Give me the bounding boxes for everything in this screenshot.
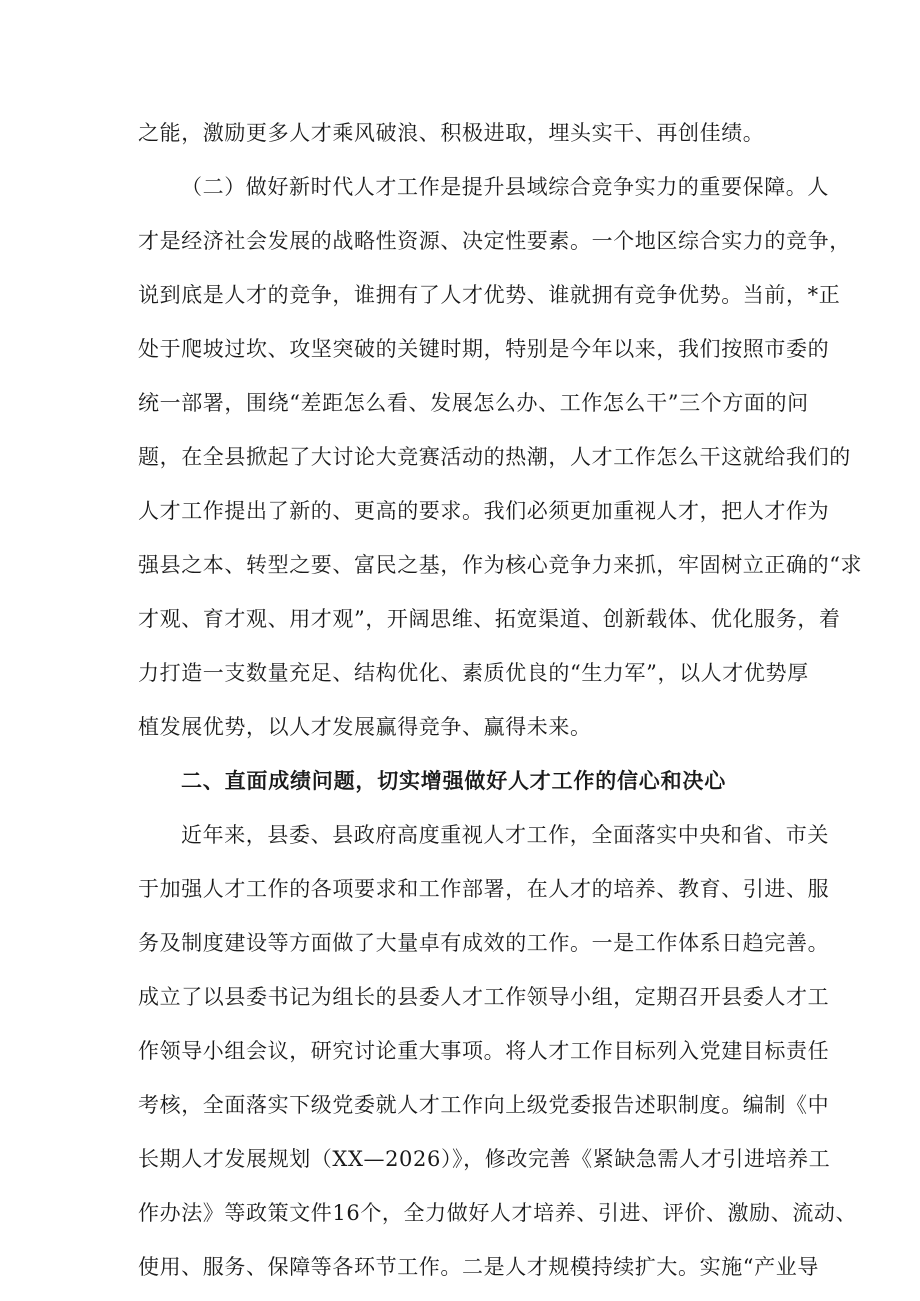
text-line: 务及制度建设等方面做了大量卓有成效的工作。一是工作体系日趋完善。 [138, 931, 830, 955]
text-line: 作办法》等政策文件16个，全力做好人才培养、引进、评价、激励、流动、 [138, 1201, 858, 1225]
text-line: 成立了以县委书记为组长的县委人才工作领导小组，定期召开县委人才工 [138, 985, 830, 1009]
text-line: 人才工作提出了新的、更高的要求。我们必须更加重视人才，把人才作为 [138, 499, 830, 523]
text-line: 作领导小组会议，研究讨论重大事项。将人才工作目标列入党建目标责任 [138, 1039, 830, 1063]
text-line: 才是经济社会发展的战略性资源、决定性要素。一个地区综合实力的竞争， [138, 229, 851, 253]
text-line: 力打造一支数量充足、结构优化、素质优良的“生力军”，以人才优势厚 [138, 661, 809, 685]
text-line: 长期人才发展规划（XX—2026）》，修改完善《紧缺急需人才引进培养工 [138, 1147, 831, 1171]
text-line: 使用、服务、保障等各环节工作。二是人才规模持续扩大。实施“产业导 [138, 1255, 819, 1279]
text-line: （二）做好新时代人才工作是提升县域综合竞争实力的重要保障。人 [181, 175, 829, 199]
text-line: 于加强人才工作的各项要求和工作部署，在人才的培养、教育、引进、服 [138, 877, 830, 901]
text-line: 才观、育才观、用才观”，开阔思维、拓宽渠道、创新载体、优化服务，着 [138, 607, 841, 631]
text-line: 说到底是人才的竞争，谁拥有了人才优势、谁就拥有竞争优势。当前，*正 [138, 283, 841, 307]
text-line: 强县之本、转型之要、富民之基，作为核心竞争力来抓，牢固树立正确的“求 [138, 553, 863, 577]
text-line: 植发展优势，以人才发展赢得竞争、赢得未来。 [138, 715, 592, 739]
text-line: 统一部署，围绕“差距怎么看、发展怎么办、工作怎么干”三个方面的问 [138, 391, 809, 415]
text-line: 题，在全县掀起了大讨论大竞赛活动的热潮，人才工作怎么干这就给我们的 [138, 445, 851, 469]
text-line: 近年来，县委、县政府高度重视人才工作，全面落实中央和省、市关 [181, 823, 829, 847]
text-line: 处于爬坡过坎、攻坚突破的关键时期，特别是今年以来，我们按照市委的 [138, 337, 830, 361]
section-heading: 二、直面成绩问题，切实增强做好人才工作的信心和决心 [181, 769, 726, 793]
text-line: 考核，全面落实下级党委就人才工作向上级党委报告述职制度。编制《中 [138, 1093, 830, 1117]
text-line: 之能，激励更多人才乘风破浪、积极进取，埋头实干、再创佳绩。 [138, 121, 765, 145]
